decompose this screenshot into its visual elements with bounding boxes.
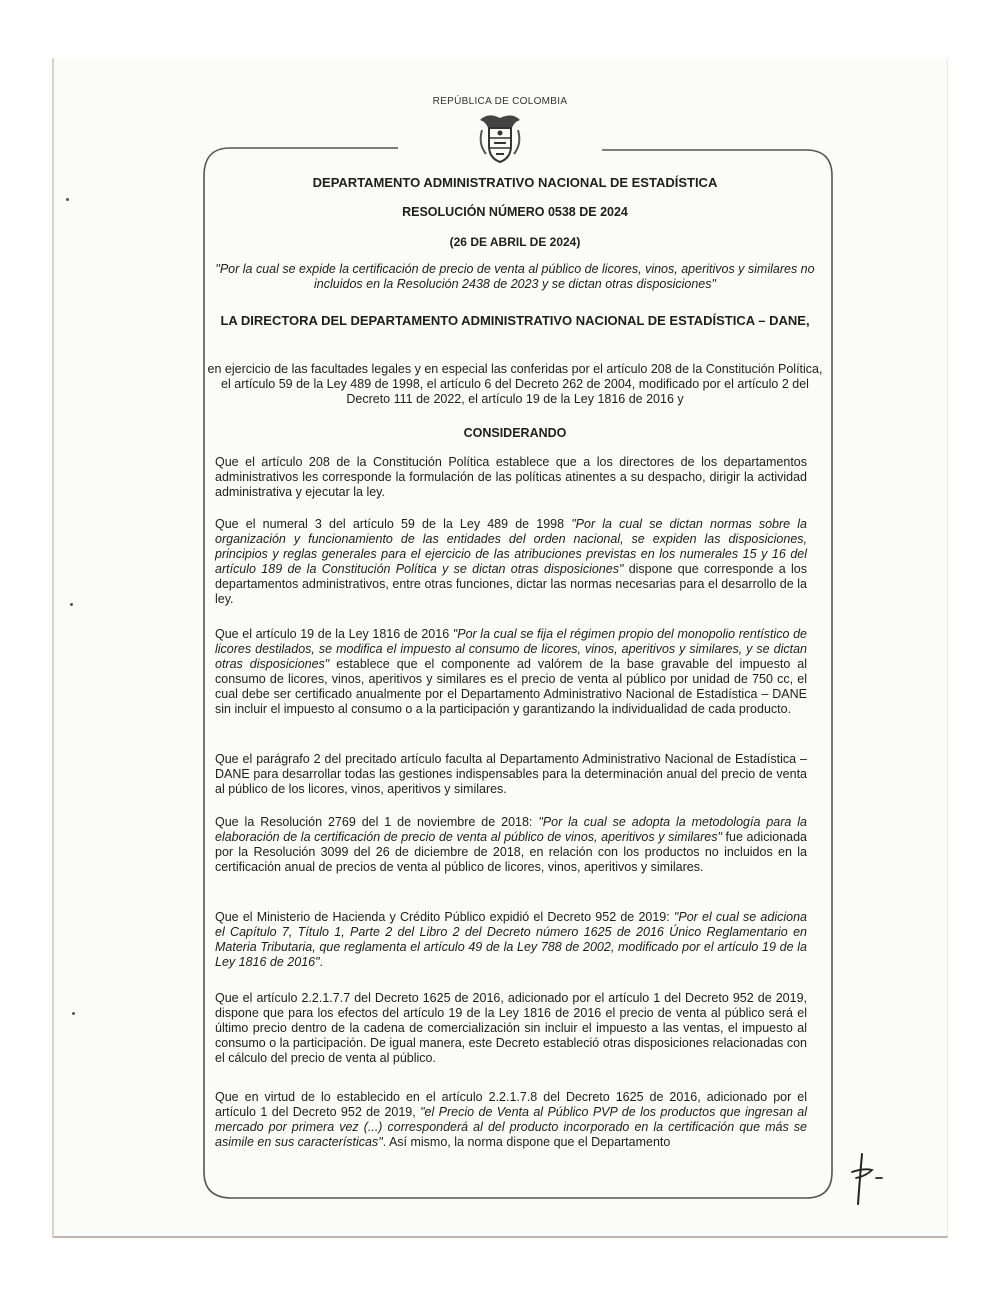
paragraph <box>215 910 807 970</box>
country-label: REPÚBLICA DE COLOMBIA <box>432 96 568 107</box>
paragraph-text: Que el artículo 19 de la Ley 1816 de 2016 <box>215 627 453 641</box>
resolution-subject: "Por la cual se expide la certificación de precio de venta al público de licores, vinos, aperitivos y similares no incluidos en la Resolución 2438 de 2023 y se dictan otras disposiciones" <box>215 262 815 291</box>
paragraph <box>215 752 807 797</box>
handwritten-initial-icon <box>848 1148 908 1208</box>
scan-speck <box>72 1012 75 1015</box>
paragraph-text: Que el numeral 3 del artículo 59 de la Ley 489 de 1998 <box>215 517 572 531</box>
director-heading: LA DIRECTORA DEL DEPARTAMENTO ADMINISTRATIVO NACIONAL DE ESTADÍSTICA – DANE, <box>220 313 810 328</box>
paragraph-text: dispone que corresponde a los departamentos administrativos, entre otras funciones, dictar las normas necesarias para el desarrollo de la ley. <box>215 562 807 606</box>
paragraph <box>215 815 807 875</box>
scan-speck <box>70 603 73 606</box>
paragraph-text: Que el artículo 2.2.1.7.7 del Decreto 1625 de 2016, adicionado por el artículo 1 del Decreto 952 de 2019, dispone que para los efectos del artículo 19 de la Ley 1816 de 2016 el precio de venta al público será el último precio dentro de la cadena de comercialización sin incluir el impuesto a las ventas, el impuesto al consumo o la participación. De igual manera, este Decreto estableció otras disposiciones relacionadas con el cálculo del precio de venta al público. <box>215 991 807 1065</box>
paragraph-text: Que el Ministerio de Hacienda y Crédito Público expidió el Decreto 952 de 2019: <box>215 910 674 924</box>
paragraph <box>215 455 807 500</box>
paragraph-quote: "el Precio de Venta al Público PVP de los productos que ingresan al mercado por primera vez (...) corresponderá al del producto incorporado en la certificación que más se asimile en sus características" <box>215 1105 808 1149</box>
paragraph-text: Que el parágrafo 2 del precitado artículo faculta al Departamento Administrativo Nacional de Estadística – DANE para desarrollar todas las gestiones indispensables para la determinación anual del precio de venta al público de los licores, vinos, aperitivos y similares. <box>215 752 807 796</box>
considering-heading: CONSIDERANDO <box>463 426 567 440</box>
legal-faculties: en ejercicio de las facultades legales y en especial las conferidas por el artículo 208 de la Constitución Política, el artículo 59 de la Ley 489 de 1998, el artículo 6 del Decreto 262 de 2004, modificado por el artículo 2 del Decreto 111 de 2022, el artículo 19 de la Ley 1816 de 2016 y <box>207 362 823 406</box>
paragraph-quote: "Por la cual se adopta la metodología para la elaboración de la certificación de precio de venta al público de vinos, aperitivos y similares" <box>215 815 807 844</box>
paragraph-text: fue adicionada por la Resolución 3099 del 26 de diciembre de 2018, en relación con los productos no incluidos en la certificación anual de precios de venta al público de licores, vinos, aperitivos y similares. <box>215 830 807 874</box>
scan-speck <box>66 198 69 201</box>
paragraph <box>215 991 807 1066</box>
paragraph-text: Que el artículo 208 de la Constitución Política establece que a los directores de los departamentos administrativos les corresponde la formulación de las políticas atinentes a su despacho, dirigir la actividad administrativa y ejecutar la ley. <box>215 455 807 499</box>
paragraph-quote: "Por el cual se adiciona el Capítulo 7, Título 1, Parte 2 del Libro 2 del Decreto número 1625 de 2016 Único Reglamentario en Materia Tributaria, que reglamenta el artículo 49 de la Ley 788 de 2002, modificado por el artículo 19 de la Ley 1816 de 2016" <box>215 910 807 969</box>
paragraph-quote: "Por la cual se dictan normas sobre la organización y funcionamiento de las entidades del orden nacional, se expiden las disposiciones, principios y reglas generales para el ejercicio de las atribuciones previstas en los numerales 15 y 16 del artículo 189 de la Constitución Política y se dictan otras disposiciones" <box>215 517 807 576</box>
paragraph <box>215 517 807 607</box>
paragraph-text: Que en virtud de lo establecido en el artículo 2.2.1.7.8 del Decreto 1625 de 2016, adicionado por el artículo 1 del Decreto 952 de 2019, <box>215 1090 807 1119</box>
resolution-number: RESOLUCIÓN NÚMERO 0538 DE 2024 <box>402 205 628 219</box>
paragraph-text: Que la Resolución 2769 del 1 de noviembre de 2018: <box>215 815 539 829</box>
department-title: DEPARTAMENTO ADMINISTRATIVO NACIONAL DE ESTADÍSTICA <box>312 175 718 190</box>
resolution-date: (26 DE ABRIL DE 2024) <box>449 235 581 249</box>
paragraph <box>215 1090 807 1150</box>
paragraph-quote: "Por la cual se fija el régimen propio del monopolio rentístico de licores destilados, se modifica el impuesto al consumo de licores, vinos, aperitivos y similares, y se dictan otras disposiciones" <box>215 627 807 671</box>
paragraph-text: establece que el componente ad valórem de la base gravable del impuesto al consumo de licores, vinos, aperitivos y similares es el precio de venta al público por unidad de 750 cc, el cual debe ser certificado anualmente por el Departamento Administrativo Nacional de Estadística – DANE sin incluir el impuesto al consumo o a la participación y garantizando la individualidad de cada producto. <box>215 657 807 716</box>
paragraph <box>215 627 807 717</box>
paragraph-text: . <box>319 955 324 969</box>
paragraph-text: . Así mismo, la norma dispone que el Departamento <box>382 1135 671 1149</box>
